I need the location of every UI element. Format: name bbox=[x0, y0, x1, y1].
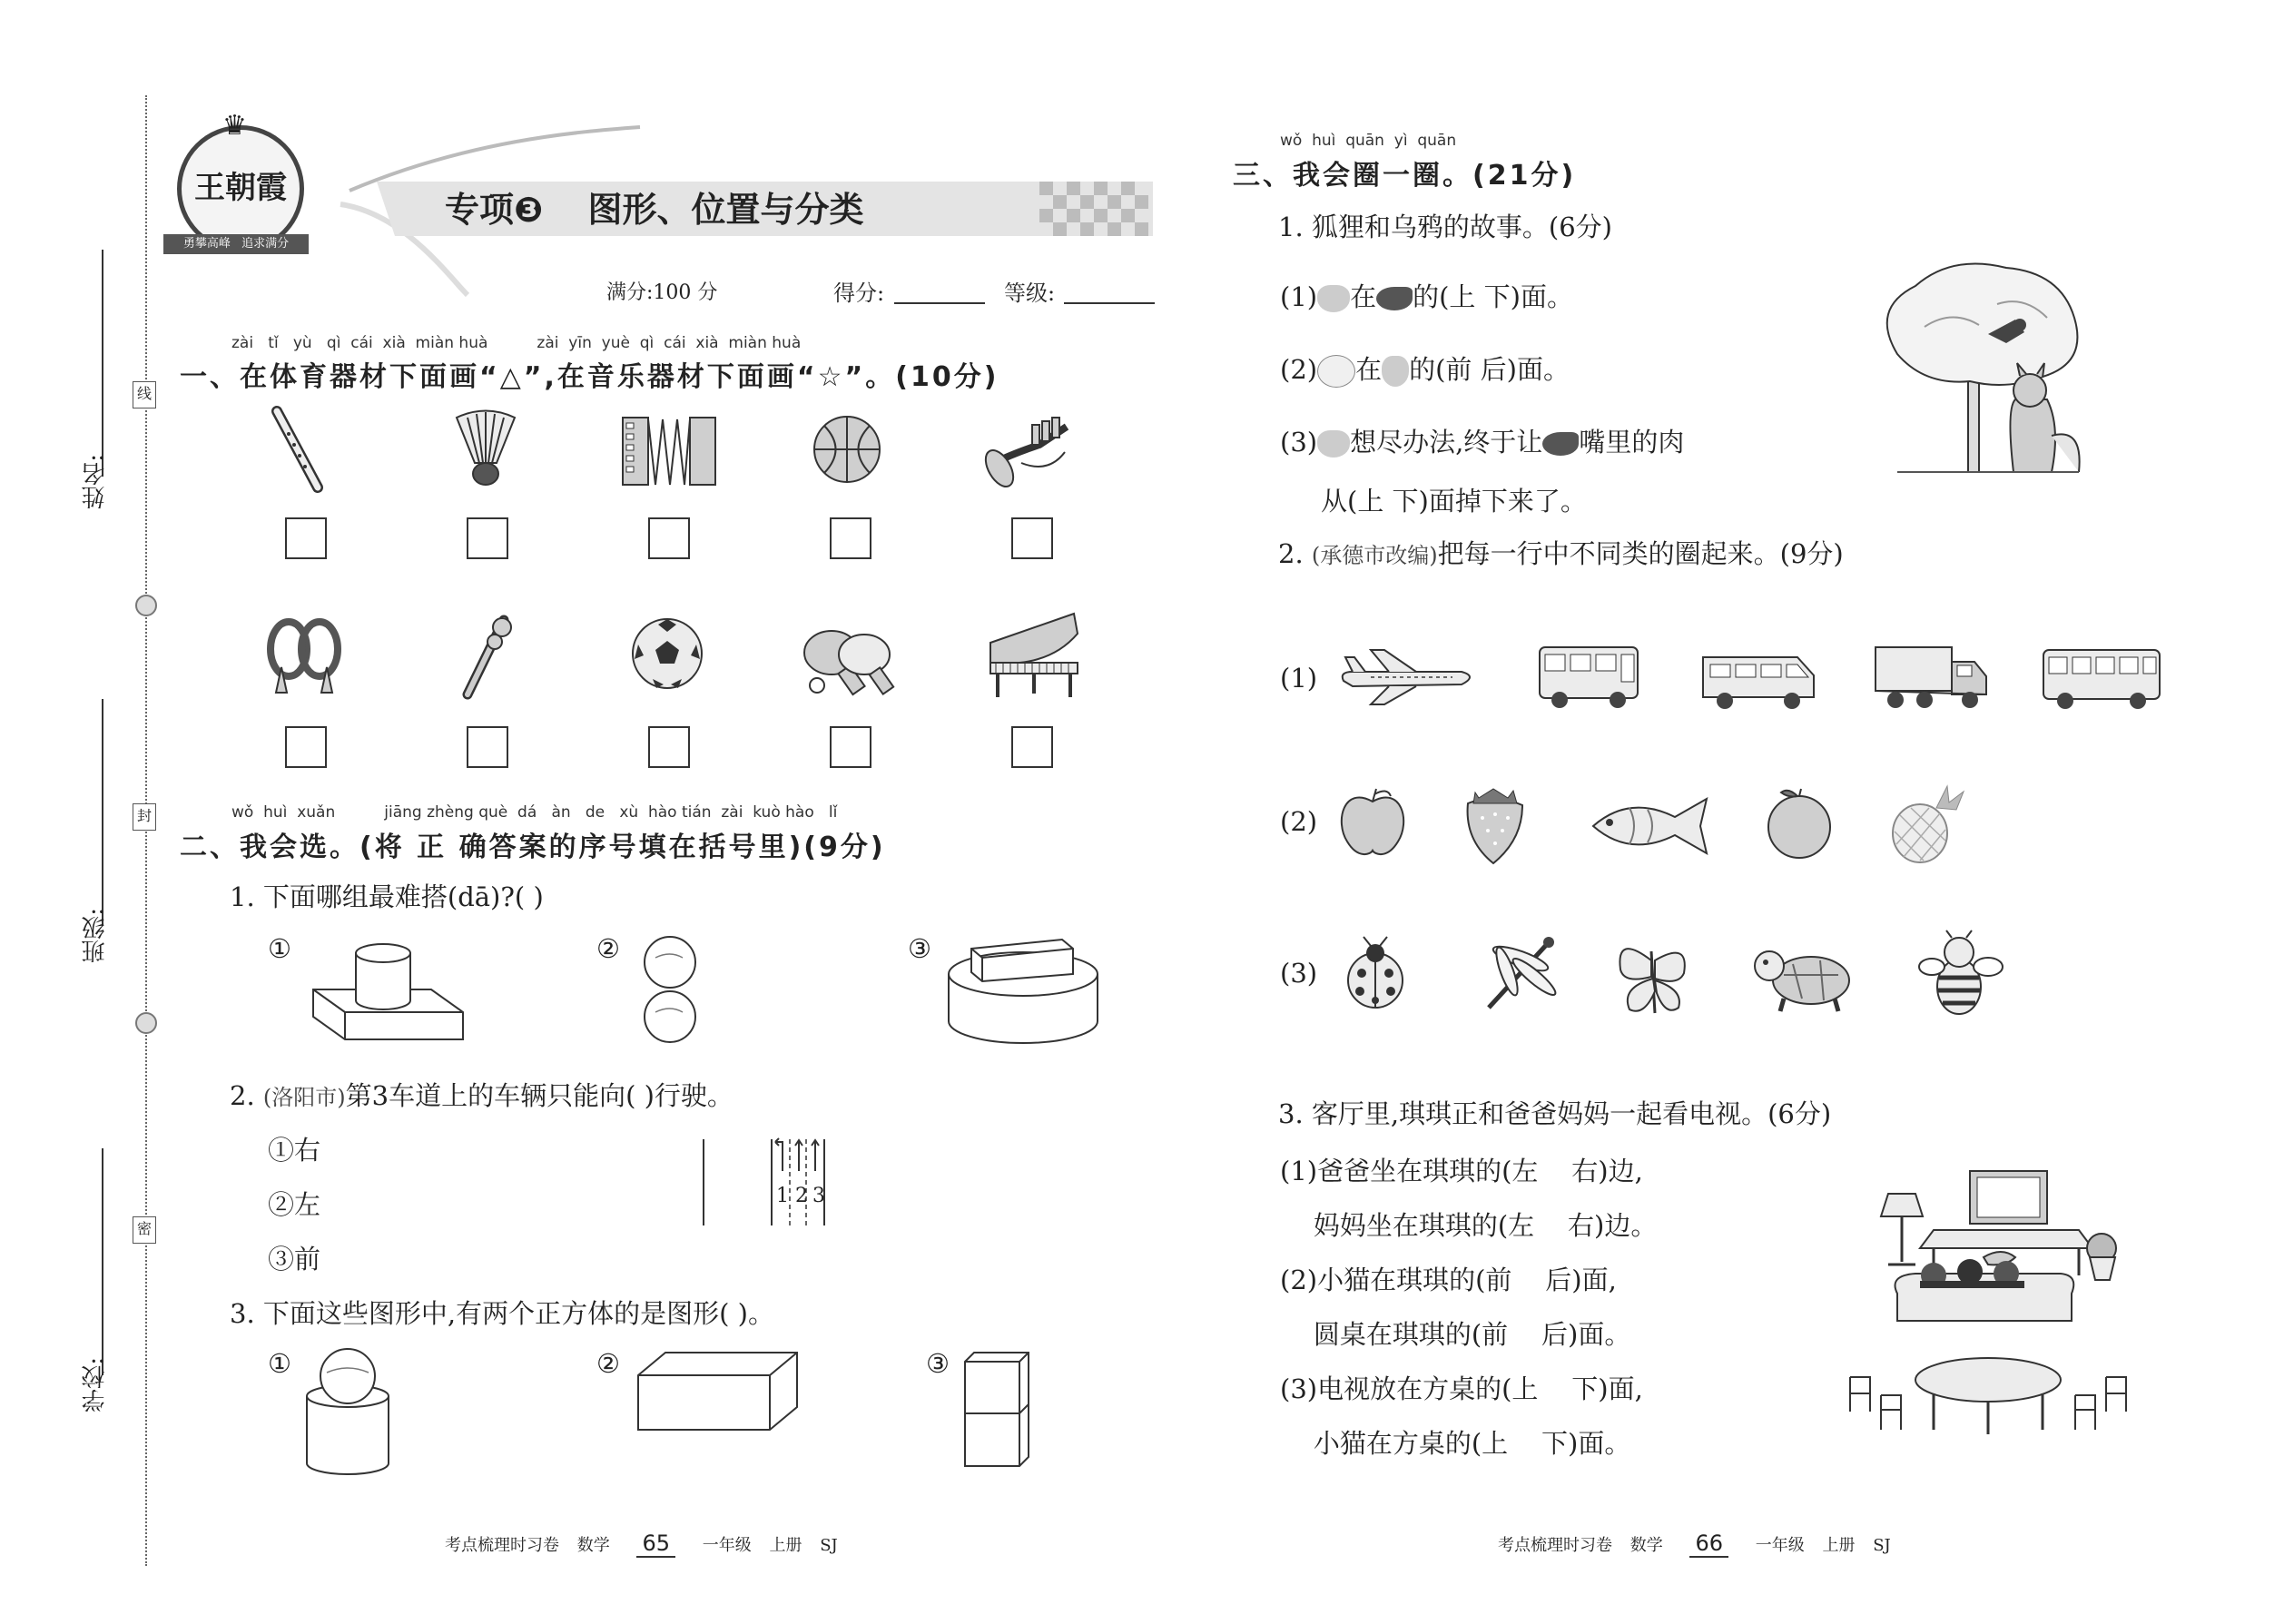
shuttlecock-icon bbox=[449, 408, 522, 490]
footer-right-book: 考点梳理时习卷 bbox=[1498, 1536, 1612, 1555]
cuboid-on-cylinder-figure bbox=[944, 930, 1108, 1048]
living-room-picture bbox=[1834, 1166, 2133, 1439]
grade-blank[interactable] bbox=[1064, 302, 1155, 304]
brand-slogan-right: 追求满分 bbox=[241, 237, 290, 251]
page-title bbox=[445, 182, 863, 231]
q2-2-source: (洛阳市) bbox=[262, 1085, 346, 1110]
fox-icon-3 bbox=[1317, 430, 1350, 458]
footer-left-subject: 数学 bbox=[576, 1536, 610, 1555]
footer-left-edition: SJ bbox=[820, 1536, 838, 1555]
truck-icon[interactable] bbox=[1870, 640, 1993, 713]
airplane-icon[interactable] bbox=[1334, 645, 1480, 708]
fish-icon[interactable] bbox=[1584, 790, 1716, 862]
apple-icon[interactable] bbox=[1334, 785, 1412, 862]
bee-icon[interactable] bbox=[1915, 930, 2006, 1021]
q3-1a-prefix: (1) bbox=[1280, 281, 1318, 312]
answer-box-9[interactable] bbox=[830, 726, 871, 768]
brand-slogan-left: 勇攀高峰 bbox=[182, 237, 231, 251]
title-number: ❸ bbox=[514, 190, 544, 230]
q3-1-line-a bbox=[1280, 277, 1573, 314]
name-line bbox=[102, 250, 103, 477]
class-label: 班级: bbox=[82, 908, 109, 963]
q3-1a-mid: 在 bbox=[1350, 281, 1377, 312]
soccer-ball-icon bbox=[629, 615, 705, 692]
answer-box-7[interactable] bbox=[467, 726, 508, 768]
footer-right bbox=[1498, 1530, 1891, 1556]
lane-label-1: 1 bbox=[776, 1185, 789, 1207]
turtle-icon[interactable] bbox=[1748, 935, 1856, 1017]
section3-title: 三、我会圈一圈。(21分) bbox=[1233, 160, 1577, 192]
footer-right-subject: 数学 bbox=[1629, 1536, 1663, 1555]
q2-3-option-2[interactable]: ② bbox=[596, 1348, 620, 1379]
q3-1-line-c2[interactable]: 从(上 下)面掉下来了。 bbox=[1321, 486, 1587, 517]
sphere-on-cylinder-figure bbox=[300, 1343, 399, 1480]
q2-2-option-2[interactable]: ②左 bbox=[268, 1189, 321, 1220]
trumpet-icon bbox=[985, 408, 1076, 495]
q3-3-line-4[interactable]: 圆桌在琪琪的(前 后)面。 bbox=[1280, 1319, 1631, 1350]
q3-1-line-c bbox=[1280, 422, 1684, 459]
answer-box-6[interactable] bbox=[285, 726, 327, 768]
q2-2-prefix: 2. bbox=[230, 1080, 263, 1111]
answer-box-1[interactable] bbox=[285, 517, 327, 559]
footer-left-page: 65 bbox=[636, 1530, 675, 1558]
q2-3-option-1[interactable]: ① bbox=[268, 1348, 291, 1379]
score-blank[interactable] bbox=[894, 302, 985, 304]
dragonfly-icon[interactable] bbox=[1471, 935, 1561, 1017]
title-prefix: 专项 bbox=[445, 190, 515, 230]
footer-right-edition: SJ bbox=[1873, 1536, 1891, 1555]
q3-2-source: (承德市改编) bbox=[1311, 543, 1438, 568]
answer-box-4[interactable] bbox=[830, 517, 871, 559]
answer-box-2[interactable] bbox=[467, 517, 508, 559]
q2-2-option-1[interactable]: ①右 bbox=[268, 1135, 321, 1166]
ping-pong-paddles-icon bbox=[799, 622, 899, 699]
fox-icon bbox=[1317, 285, 1350, 312]
q3-3-line-6[interactable]: 小猫在方桌的(上 下)面。 bbox=[1280, 1428, 1631, 1459]
question-2-3: 3. 下面这些图形中,有两个正方体的是图形( )。 bbox=[230, 1298, 774, 1329]
ladybug-icon[interactable] bbox=[1334, 935, 1416, 1017]
butterfly-icon[interactable] bbox=[1611, 933, 1693, 1019]
brand-ribbon bbox=[163, 234, 309, 254]
seal-char-3: 密 bbox=[133, 1216, 156, 1244]
question-2-2 bbox=[230, 1076, 733, 1113]
q2-3-option-3[interactable]: ③ bbox=[926, 1348, 950, 1379]
fox-crow-tree-picture bbox=[1870, 254, 2088, 490]
footer-left-grade: 一年级 bbox=[702, 1536, 752, 1555]
long-cuboid-figure bbox=[634, 1348, 802, 1434]
q3-2-text: 把每一行中不同类的圈起来。(9分) bbox=[1437, 538, 1844, 569]
crow-icon bbox=[1376, 287, 1413, 310]
lane-label-2: 2 bbox=[795, 1185, 808, 1207]
q3-3-line-2[interactable]: 妈妈坐在琪琪的(左 右)边。 bbox=[1280, 1210, 1658, 1241]
footer-right-grade: 一年级 bbox=[1755, 1536, 1805, 1555]
q3-2-row-label-3: (3) bbox=[1280, 958, 1318, 989]
brand-logo bbox=[177, 110, 304, 252]
footer-left-term: 上册 bbox=[769, 1536, 802, 1555]
q3-2-row-label-2: (2) bbox=[1280, 806, 1318, 837]
orange-icon[interactable] bbox=[1761, 785, 1838, 862]
answer-box-8[interactable] bbox=[648, 726, 690, 768]
hulusi-icon bbox=[449, 613, 522, 704]
q2-2-text: 第3车道上的车辆只能向( )行驶。 bbox=[345, 1080, 733, 1111]
q3-1-line-b bbox=[1280, 349, 1570, 388]
q2-1-option-2[interactable]: ② bbox=[596, 933, 620, 964]
fox-icon-2 bbox=[1382, 356, 1409, 387]
binding-dashed-line bbox=[145, 95, 147, 1566]
grand-piano-icon bbox=[983, 606, 1083, 702]
lane-label-3: 3 bbox=[812, 1185, 825, 1207]
question-3-3: 3. 客厅里,琪琪正和爸爸妈妈一起看电视。(6分) bbox=[1278, 1098, 1832, 1129]
answer-box-3[interactable] bbox=[648, 517, 690, 559]
accordion-icon bbox=[619, 410, 719, 492]
q3-3-line-1[interactable]: (1)爸爸坐在琪琪的(左 右)边, bbox=[1280, 1156, 1643, 1186]
q3-1a-end[interactable]: 的(上 下)面。 bbox=[1413, 281, 1573, 312]
title-main: 图形、位置与分类 bbox=[587, 190, 864, 230]
bus-icon-3[interactable] bbox=[2038, 645, 2165, 713]
binding-hole-2 bbox=[135, 1012, 157, 1034]
q3-1c-mid: 想尽办法,终于让 bbox=[1350, 427, 1543, 458]
section2-title: 二、我会选。(将 正 确答案的序号填在括号里)(9分) bbox=[180, 832, 886, 863]
brand-text: 王朝霞 bbox=[194, 170, 287, 206]
q3-2-row-label-1: (1) bbox=[1280, 663, 1318, 694]
binding-hole-1 bbox=[135, 595, 157, 616]
q3-1b-end[interactable]: 的(前 后)面。 bbox=[1409, 354, 1570, 385]
basketball-icon bbox=[811, 413, 883, 486]
question-3-2 bbox=[1278, 534, 1844, 571]
section1-pinyin: zài tǐ yù qì cái xià miàn huà zài yīn yuè qì cái xià miàn huà bbox=[231, 334, 802, 352]
full-score: 满分:100 分 bbox=[606, 281, 718, 304]
q2-1-option-1[interactable]: ① bbox=[268, 933, 291, 964]
footer-left-book: 考点梳理时习卷 bbox=[445, 1536, 559, 1555]
pineapple-icon[interactable] bbox=[1884, 781, 1970, 867]
seal-char-2: 封 bbox=[133, 803, 156, 831]
bus-icon-1[interactable] bbox=[1534, 640, 1643, 713]
q3-3-line-5[interactable]: (3)电视放在方桌的(上 下)面, bbox=[1280, 1373, 1643, 1404]
footer-left bbox=[445, 1530, 838, 1556]
seal-char-1: 线 bbox=[133, 381, 156, 408]
q2-2-option-3[interactable]: ③前 bbox=[268, 1244, 321, 1275]
section1-title: 一、在体育器材下面画“△”,在音乐器材下面画“☆”。(10分) bbox=[180, 361, 999, 393]
bus-icon-2[interactable] bbox=[1698, 645, 1820, 713]
crow-icon-2 bbox=[1542, 432, 1579, 456]
strawberry-icon[interactable] bbox=[1457, 785, 1534, 867]
question-3-1: 1. 狐狸和乌鸦的故事。(6分) bbox=[1278, 212, 1612, 242]
flute-icon bbox=[263, 404, 336, 495]
footer-right-page: 66 bbox=[1689, 1530, 1728, 1558]
footer-right-term: 上册 bbox=[1822, 1536, 1856, 1555]
section2-pinyin: wǒ huì xuǎn jiāng zhèng què dá àn de xù hào tián zài kuò hào lǐ bbox=[231, 803, 838, 822]
grade-label: 等级: bbox=[1004, 281, 1056, 306]
class-line bbox=[102, 699, 103, 926]
stacked-spheres-figure bbox=[635, 930, 708, 1048]
answer-box-10[interactable] bbox=[1011, 726, 1053, 768]
q3-3-line-3[interactable]: (2)小猫在琪琪的(前 后)面, bbox=[1280, 1265, 1617, 1295]
score-label: 得分: bbox=[833, 281, 885, 306]
answer-box-5[interactable] bbox=[1011, 517, 1053, 559]
q2-1-option-3[interactable]: ③ bbox=[908, 933, 931, 964]
cylinder-on-cuboid-figure bbox=[309, 935, 472, 1044]
q3-2-prefix: 2. bbox=[1278, 538, 1312, 569]
section3-pinyin: wǒ huì quān yì quān bbox=[1280, 132, 1457, 150]
name-label: 姓名: bbox=[82, 454, 109, 509]
school-line bbox=[102, 1148, 103, 1375]
school-label: 学校: bbox=[82, 1357, 109, 1412]
q3-1b-mid: 在 bbox=[1355, 354, 1383, 385]
question-2-1: 1. 下面哪组最难搭(dā)?( ) bbox=[230, 881, 544, 912]
q3-1b-prefix: (2) bbox=[1280, 354, 1318, 385]
tree-small-icon bbox=[1317, 355, 1355, 388]
gymnastic-rings-icon bbox=[263, 613, 345, 699]
q3-1c-prefix: (3) bbox=[1280, 427, 1318, 458]
q3-1c-end: 嘴里的肉 bbox=[1579, 427, 1685, 458]
brand-crown-icon: ♛ bbox=[222, 110, 247, 142]
two-stacked-cubes-figure bbox=[960, 1348, 1033, 1471]
